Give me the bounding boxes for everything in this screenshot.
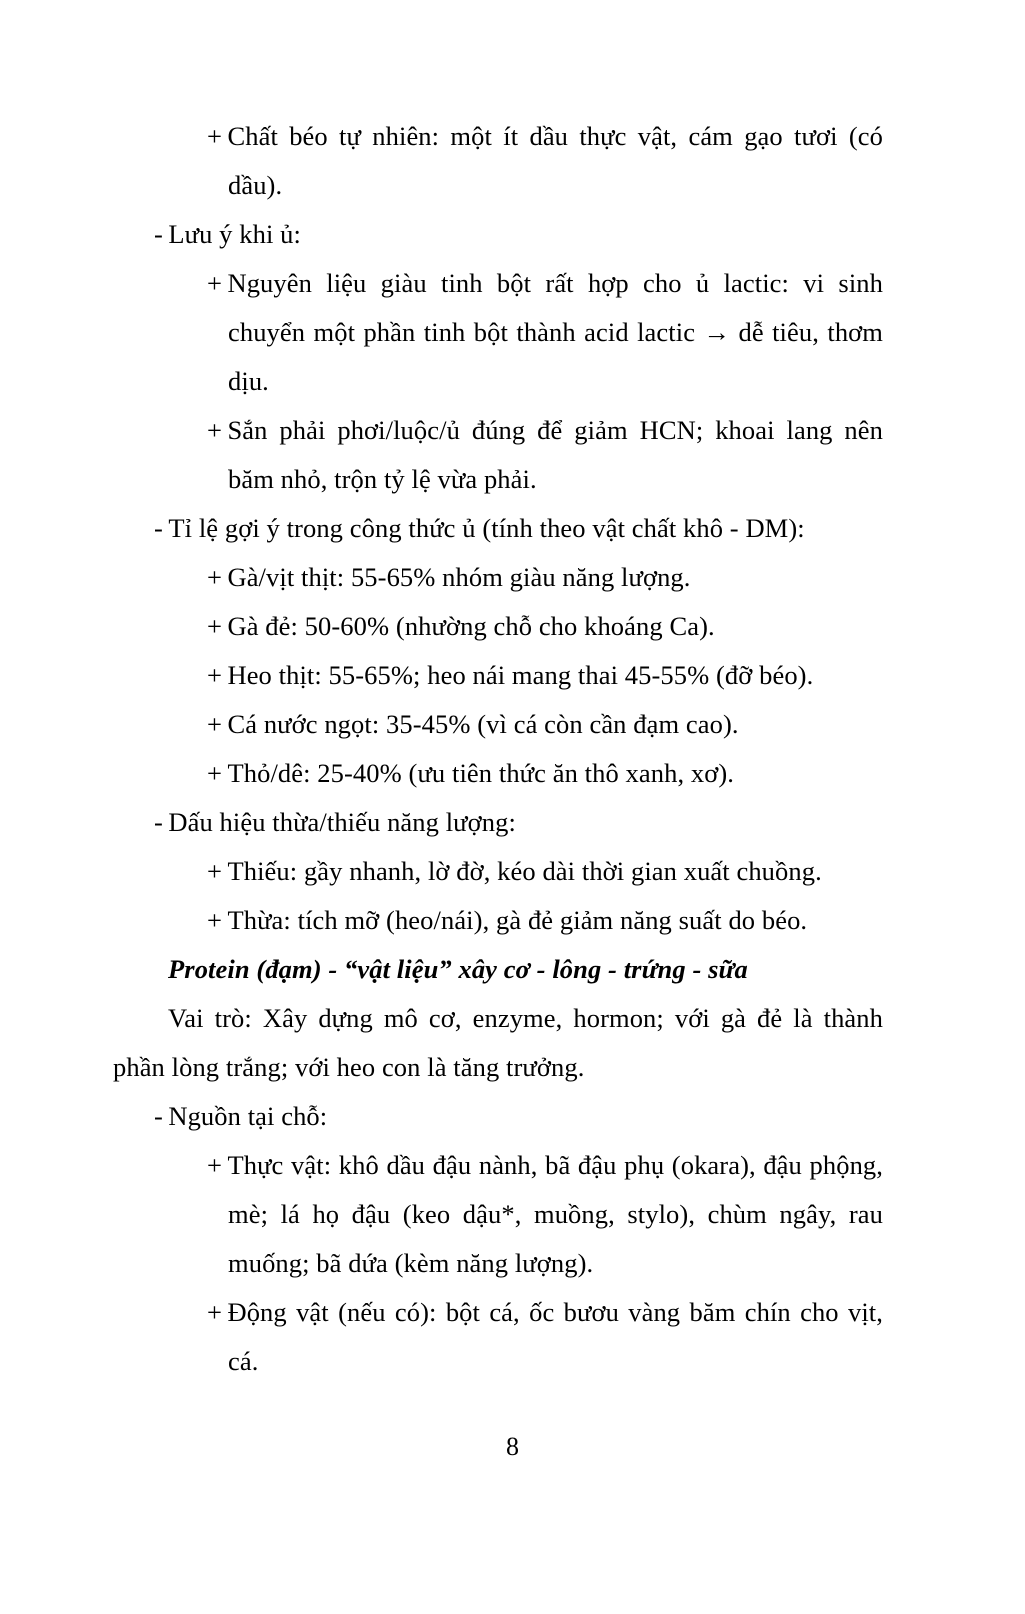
paragraph-text: Vai trò: Xây dựng mô cơ, enzyme, hormon; với gà đẻ là thành phần lòng trắng; với heo con là tăng trưởng. — [113, 1003, 883, 1082]
paragraph-text: Heo thịt: 55-65%; heo nái mang thai 45-55% (đỡ béo). — [227, 660, 814, 690]
section-heading — [113, 945, 883, 994]
text-paragraph — [113, 700, 883, 749]
list-marker: + — [207, 660, 228, 690]
page-text-body — [113, 112, 883, 1386]
text-paragraph — [113, 847, 883, 896]
text-paragraph — [113, 504, 883, 553]
paragraph-text: Động vật (nếu có): bột cá, ốc bươu vàng băm chín cho vịt, cá. — [227, 1297, 883, 1376]
paragraph-text: Tỉ lệ gợi ý trong công thức ủ (tính theo vật chất khô - DM): — [168, 513, 805, 543]
paragraph-text: Nguồn tại chỗ: — [168, 1101, 328, 1131]
paragraph-text: Chất béo tự nhiên: một ít dầu thực vật, cám gạo tươi (có dầu). — [227, 121, 883, 200]
list-marker: - — [154, 513, 169, 543]
text-paragraph — [113, 112, 883, 210]
list-marker: - — [154, 1101, 169, 1131]
list-marker: + — [207, 415, 228, 445]
list-marker: + — [207, 1150, 228, 1180]
list-marker: + — [207, 856, 228, 886]
text-paragraph — [113, 553, 883, 602]
text-paragraph — [113, 994, 883, 1092]
list-marker: + — [207, 121, 228, 151]
list-marker: - — [154, 219, 169, 249]
paragraph-text: Thỏ/dê: 25-40% (ưu tiên thức ăn thô xanh, xơ). — [227, 758, 735, 788]
text-paragraph — [113, 210, 883, 259]
list-marker: + — [207, 758, 228, 788]
list-marker: - — [154, 807, 169, 837]
list-marker: + — [207, 709, 228, 739]
page-number: 8 — [506, 1432, 519, 1461]
text-paragraph — [113, 651, 883, 700]
text-paragraph — [113, 406, 883, 504]
paragraph-text: Thừa: tích mỡ (heo/nái), gà đẻ giảm năng suất do béo. — [227, 905, 808, 935]
paragraph-text: Lưu ý khi ủ: — [168, 219, 301, 249]
text-paragraph — [113, 896, 883, 945]
paragraph-text: Gà đẻ: 50-60% (nhường chỗ cho khoáng Ca). — [227, 611, 715, 641]
list-marker: + — [207, 268, 228, 298]
paragraph-text: Protein (đạm) - “vật liệu” xây cơ - lông - trứng - sữa — [168, 954, 748, 984]
text-paragraph — [113, 798, 883, 847]
paragraph-text: Sắn phải phơi/luộc/ủ đúng để giảm HCN; khoai lang nên băm nhỏ, trộn tỷ lệ vừa phải. — [227, 415, 883, 494]
paragraph-text: Thiếu: gầy nhanh, lờ đờ, kéo dài thời gian xuất chuồng. — [227, 856, 822, 886]
text-paragraph — [113, 749, 883, 798]
list-marker: + — [207, 611, 228, 641]
paragraph-text: Dấu hiệu thừa/thiếu năng lượng: — [168, 807, 516, 837]
list-marker: + — [207, 905, 228, 935]
text-paragraph — [113, 1288, 883, 1386]
text-paragraph — [113, 1141, 883, 1288]
text-paragraph — [113, 259, 883, 406]
list-marker: + — [207, 562, 228, 592]
paragraph-text: Thực vật: khô dầu đậu nành, bã đậu phụ (okara), đậu phộng, mè; lá họ đậu (keo dậu*, muồng, stylo), chùm ngây, rau muống; bã dứa (kèm năng lượng). — [227, 1150, 883, 1278]
paragraph-text: Nguyên liệu giàu tinh bột rất hợp cho ủ lactic: vi sinh chuyển một phần tinh bột thành acid lactic → dễ tiêu, thơm dịu. — [227, 268, 883, 396]
text-paragraph — [113, 1092, 883, 1141]
paragraph-text: Gà/vịt thịt: 55-65% nhóm giàu năng lượng. — [227, 562, 691, 592]
text-paragraph — [113, 602, 883, 651]
paragraph-text: Cá nước ngọt: 35-45% (vì cá còn cần đạm cao). — [227, 709, 739, 739]
list-marker: + — [207, 1297, 228, 1327]
